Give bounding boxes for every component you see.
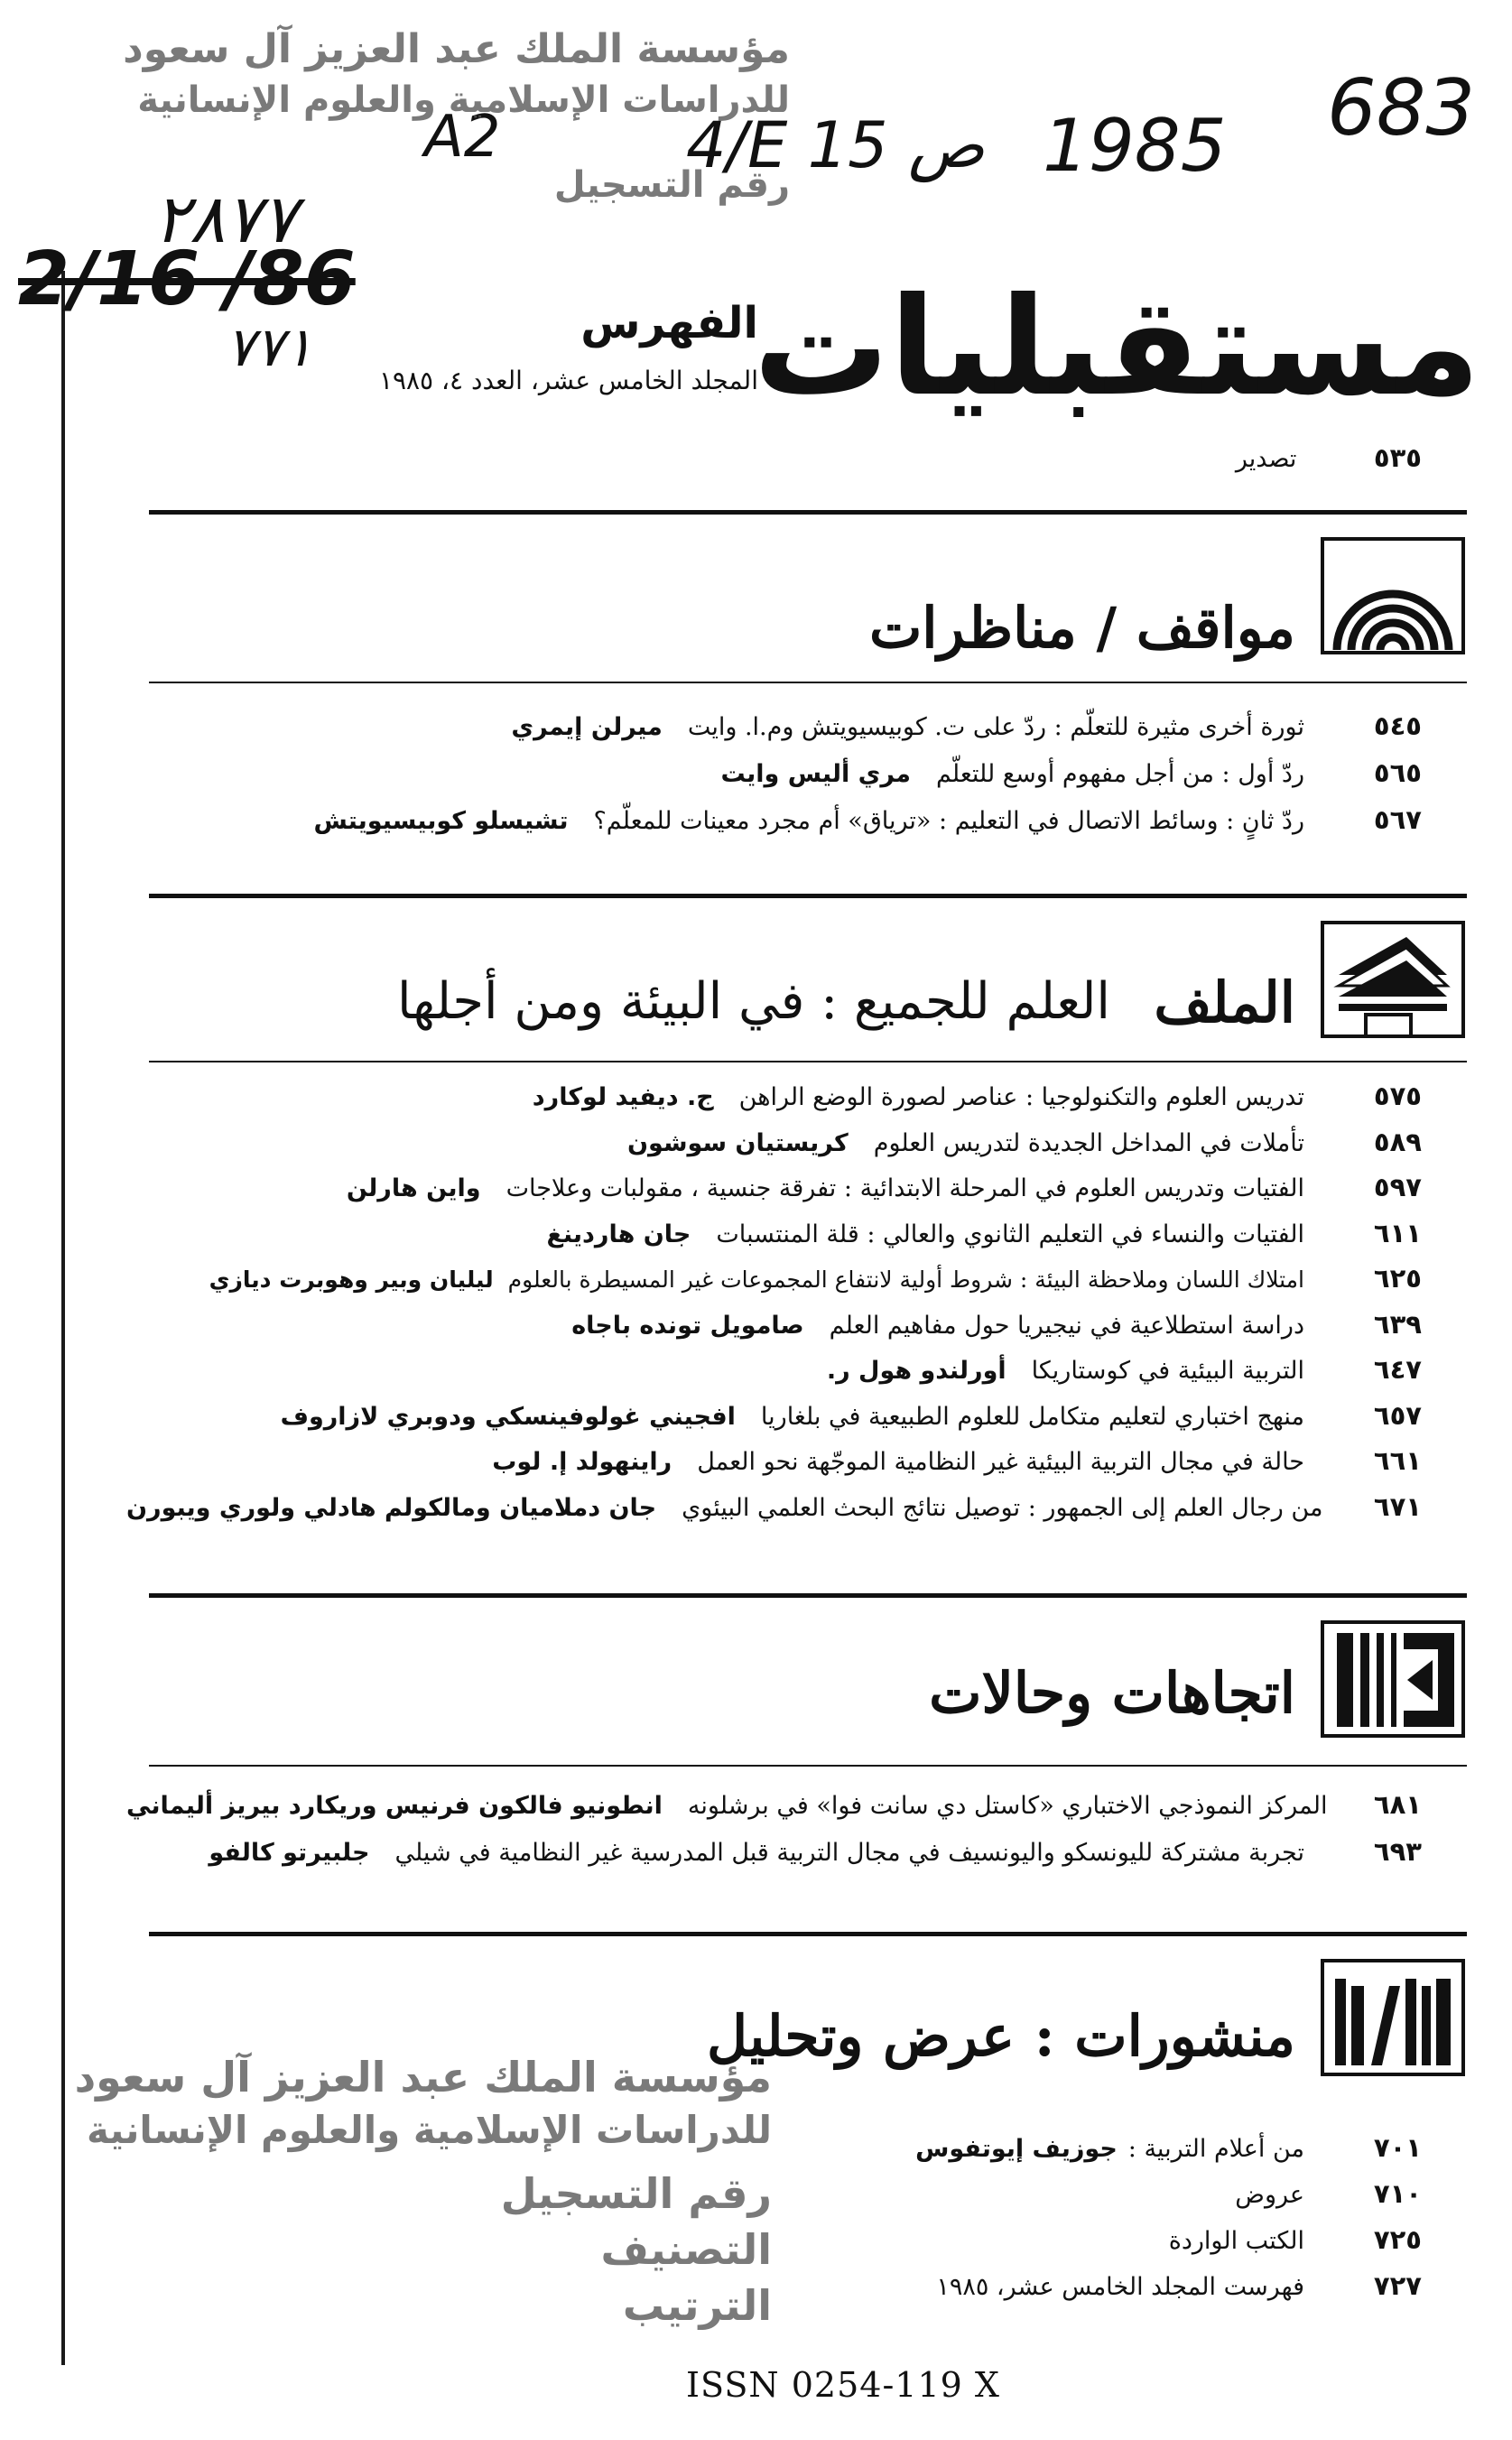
page-number: ٦٣٩ [1373,1308,1422,1340]
books-shelf-icon [1321,1959,1465,2076]
entry-author: واين هارلن [346,1174,481,1202]
entry-title: ثورة أخرى مثيرة للتعلّم : ردّ على ت. كوبيسيويتش وم.ا. وايت [687,713,1304,741]
entry-title: دراسة استطلاعية في نيجيريا حول مفاهيم العلم [829,1311,1304,1340]
page-number: ٥٤٥ [1373,710,1422,741]
toc-list-dossier [126,1083,1422,1539]
page-number: ٦٧١ [1373,1490,1422,1522]
toc-entry [126,1174,1422,1220]
stamp-line: مؤسسة الملك عبد العزيز آل سعود [123,26,790,72]
masthead [271,262,1480,433]
page-number: ٥٧٥ [1373,1081,1422,1111]
dossier-label: الملف [1154,970,1295,1035]
entry-title: المركز النموذجي الاختباري «كاستل دي سانت فوا» في برشلونه [687,1792,1328,1820]
toc-entry [126,1126,1422,1175]
section-divider [149,1765,1467,1767]
stamp-line: مؤسسة الملك عبد العزيز آل سعود [74,2053,772,2101]
entry-title: الكتب الواردة [1168,2227,1304,2255]
entry-author: ج. ديفيد لوكارد [532,1083,714,1111]
stamp-line: رقم التسجيل [553,164,790,207]
page-number: ٦٦١ [1373,1445,1422,1476]
open-book-icon [1321,921,1465,1038]
stamp-line: رقم التسجيل [500,2168,772,2218]
rainbow-arcs-icon [1321,537,1465,654]
stamp-line: للدراسات الإسلامية والعلوم الإنسانية [137,79,790,122]
toc-entry [126,1789,1422,1839]
entry-title: تجربة مشتركة لليونسكو واليونسيف في مجال التربية قبل المدرسية غير النظامية في شيلي [394,1839,1304,1867]
toc-entry [126,1836,1422,1886]
entry-title: تدريس العلوم والتكنولوجيا : عناصر لصورة الوضع الراهن [738,1083,1304,1111]
section-title-dossier: العلم للجميع : في البيئة ومن أجلها [397,972,1110,1031]
entry-title: تأملات في المداخل الجديدة لتدريس العلوم [873,1128,1304,1157]
toc-list-positions [126,710,1422,854]
stamp-line: للدراسات الإسلامية والعلوم الإنسانية [87,2108,772,2153]
handwritten-date-code: 4/E 15 ص [686,108,985,182]
stamp-line: التصنيف [600,2224,772,2274]
toc-entry [126,1217,1422,1266]
stamp-top [123,23,790,209]
page-number: ٦٨١ [1373,1789,1422,1820]
entry-author: جان دملاميان ومالكولم هادلي ولوري ويبورن [126,1493,657,1522]
entry-author: جلبيرتو كالفو [209,1839,370,1867]
page-number: ٧٢٥ [1373,2224,1422,2255]
entry-title: التربية البيئية في كوستاريكا [1031,1357,1304,1385]
section-title-trends: اتجاهات وحالات [929,1660,1295,1726]
handwritten-code: A2 [424,104,501,171]
issn: ISSN 0254-119 X [686,2365,1000,2405]
contents-label: الفهرس [580,298,758,348]
entry-title: منهج اختباري لتعليم متكامل للعلوم الطبيعية في بلغاريا [760,1402,1304,1431]
entry-title: امتلاك اللسان وملاحظة البيئة : شروط أولية لانتفاع المجموعات غير المسيطرة بالعلوم [507,1266,1304,1293]
entry-author: راينهولد إ. لوب [492,1448,673,1476]
page-number: ٦٤٧ [1373,1354,1422,1385]
entry-title: من أعلام التربية : [1127,2135,1304,2163]
handwritten-shelf-mark: ٢٨٧٧ [153,181,297,258]
section-divider [149,894,1467,898]
entry-title: الفتيات وتدريس العلوم في المرحلة الابتدائية : تفرقة جنسية ، مقولبات وعلاجات [506,1174,1304,1202]
toc-entry [126,1490,1422,1540]
entry-author: جان هاردينغ [546,1220,691,1248]
intro-row [1236,442,1422,473]
page-number: ٥٦٧ [1373,804,1422,835]
toc-entry [126,1083,1422,1129]
entry-author: صامويل تونده باجاه [571,1311,804,1340]
entry-title: من رجال العلم إلى الجمهور : توصيل نتائج البحث العلمي البيئوي [682,1493,1323,1522]
toc-entry [126,757,1422,807]
section-divider [149,1932,1467,1936]
page-number: ٧٠١ [1373,2132,1422,2163]
entry-title: فهرست المجلد الخامس عشر، ١٩٨٥ [936,2273,1304,2301]
page-number: ٥٣٥ [1373,442,1422,473]
page-number: ٦١١ [1373,1217,1422,1248]
entry-title: عروض [1235,2181,1304,2209]
intro-title: تصدير [1235,445,1297,473]
page-number: ٥٦٥ [1373,757,1422,788]
arrow-block-icon [1321,1620,1465,1738]
entry-author: أورلندو هول ر. [826,1357,1006,1385]
section-divider [149,510,1467,515]
page-number: ٥٨٩ [1373,1126,1422,1157]
toc-entry [126,804,1422,854]
page-number: ٦٢٥ [1373,1263,1422,1294]
journal-title: مستقبليات [753,269,1480,426]
section-divider [149,1061,1467,1062]
entry-title: ردّ أول : من أجل مفهوم أوسع للتعلّم [935,760,1304,788]
handwritten-initials: ٧٧١ [226,316,313,379]
section-title-positions: مواقف / مناظرات [868,595,1295,661]
entry-author: ميرلن إيمري [511,713,663,741]
page-number: ٧٢٧ [1373,2270,1422,2301]
entry-author: جوزيف إيوتفوس [915,2135,1118,2163]
entry-title: حالة في مجال التربية البيئية غير النظامية الموجّهة نحو العمل [697,1448,1304,1476]
section-divider [149,682,1467,683]
handwritten-year: 1985 [1043,104,1227,188]
margin-line [61,271,65,2365]
entry-author: مري أليس وايت [720,760,911,788]
issue-info: المجلد الخامس عشر، العدد ٤، ١٩٨٥ [378,366,758,395]
handwritten-accession: 2/16 /86 [18,237,356,322]
entry-author: تشيسلو كوبيسيويتش [313,807,569,835]
toc-list-trends [126,1789,1422,1886]
toc-entry [126,1308,1422,1358]
page-number: ٦٥٧ [1373,1399,1422,1431]
entry-title: الفتيات والنساء في التعليم الثانوي والعالي : قلة المنتسبات [716,1220,1304,1248]
entry-author: ليليان وبير وهوبرت ديازي [209,1266,494,1293]
stamp-bottom [75,2049,772,2333]
page-number: ٥٩٧ [1373,1172,1422,1202]
toc-entry [126,1263,1422,1312]
handwritten-catalog-number: 683 [1327,63,1476,153]
toc-entry [126,1354,1422,1403]
stamp-line: الترتيب [622,2280,772,2330]
toc-entry [126,710,1422,760]
page-number: ٧١٠ [1373,2178,1422,2209]
entry-title: ردّ ثانٍ : وسائط الاتصال في التعليم : «ترياق» أم مجرد معينات للمعلّم؟ [593,807,1304,835]
page-number: ٦٩٣ [1373,1836,1422,1867]
toc-entry [126,1399,1422,1449]
entry-author: كريستيان سوشون [627,1128,849,1157]
section-divider [149,1593,1467,1598]
section-title-publications: منشورات : عرض وتحليل [707,2003,1295,2069]
entry-author: افجيني غولوفينسكي ودوبري لازاروف [280,1402,736,1431]
toc-entry [126,1445,1422,1494]
entry-author: انطونيو فالكون فرنيس وريكارد بيريز أليماني [126,1792,663,1820]
